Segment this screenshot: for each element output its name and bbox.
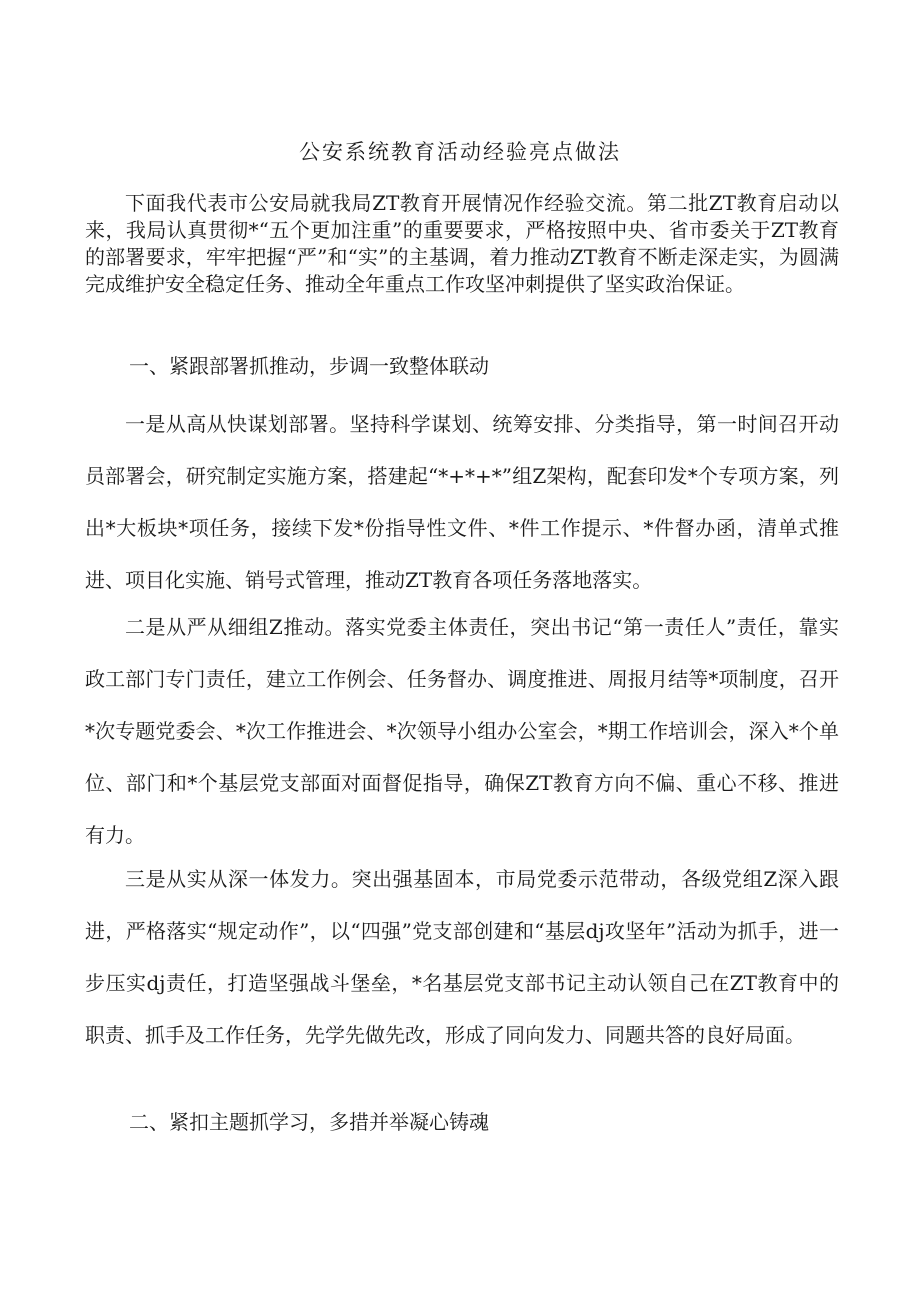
intro-paragraph: 下面我代表市公安局就我局ZT教育开展情况作经验交流。第二批ZT教育启动以来，我局认真贯彻*“五个更加注重”的重要要求，严格按照中央、省市委关于ZT教育的部署要求，牢牢把握“严”和“实”的主基调，着力推动ZT教育不断走深走实，为圆满完成维护安全稳定任务、推动全年重点工作攻坚冲刺提供了坚实政治保证。 xyxy=(85,191,839,296)
body-paragraph-2: 二是从严从细组Z推动。落实党委主体责任，突出书记“第一责任人”责任，靠实政工部门专门责任，建立工作例会、任务督办、调度推进、周报月结等*项制度，召开*次专题党委会、*次工作推进会、*次领导小组办公室会，*期工作培训会，深入*个单位、部门和*个基层党支部面对面督促指导，确保ZT教育方向不偏、重心不移、推进有力。 xyxy=(85,615,839,847)
body-paragraph-1: 一是从高从快谋划部署。坚持科学谋划、统筹安排、分类指导，第一时间召开动员部署会，研究制定实施方案，搭建起“*+*+*”组Z架构，配套印发*个专项方案，列出*大板块*项任务，接续下发*份指导性文件、*件工作提示、*件督办函，清单式推进、项目化实施、销号式管理，推动ZT教育各项任务落地落实。 xyxy=(85,412,839,592)
section-heading-2: 二、紧扣主题抓学习，多措并举凝心铸魂 xyxy=(129,1110,489,1134)
document-title: 公安系统教育活动经验亮点做法 xyxy=(299,140,621,164)
section-heading-1: 一、紧跟部署抓推动，步调一致整体联动 xyxy=(129,354,489,378)
body-paragraph-3: 三是从实从深一体发力。突出强基固本，市局党委示范带动，各级党组Z深入跟进，严格落实“规定动作”，以“四强”党支部创建和“基层dj攻坚年”活动为抓手，进一步压实dj责任，打造坚强战斗堡垒，*名基层党支部书记主动认领自己在ZT教育中的职责、抓手及工作任务，先学先做先改，形成了同向发力、同题共答的良好局面。 xyxy=(85,867,839,1047)
